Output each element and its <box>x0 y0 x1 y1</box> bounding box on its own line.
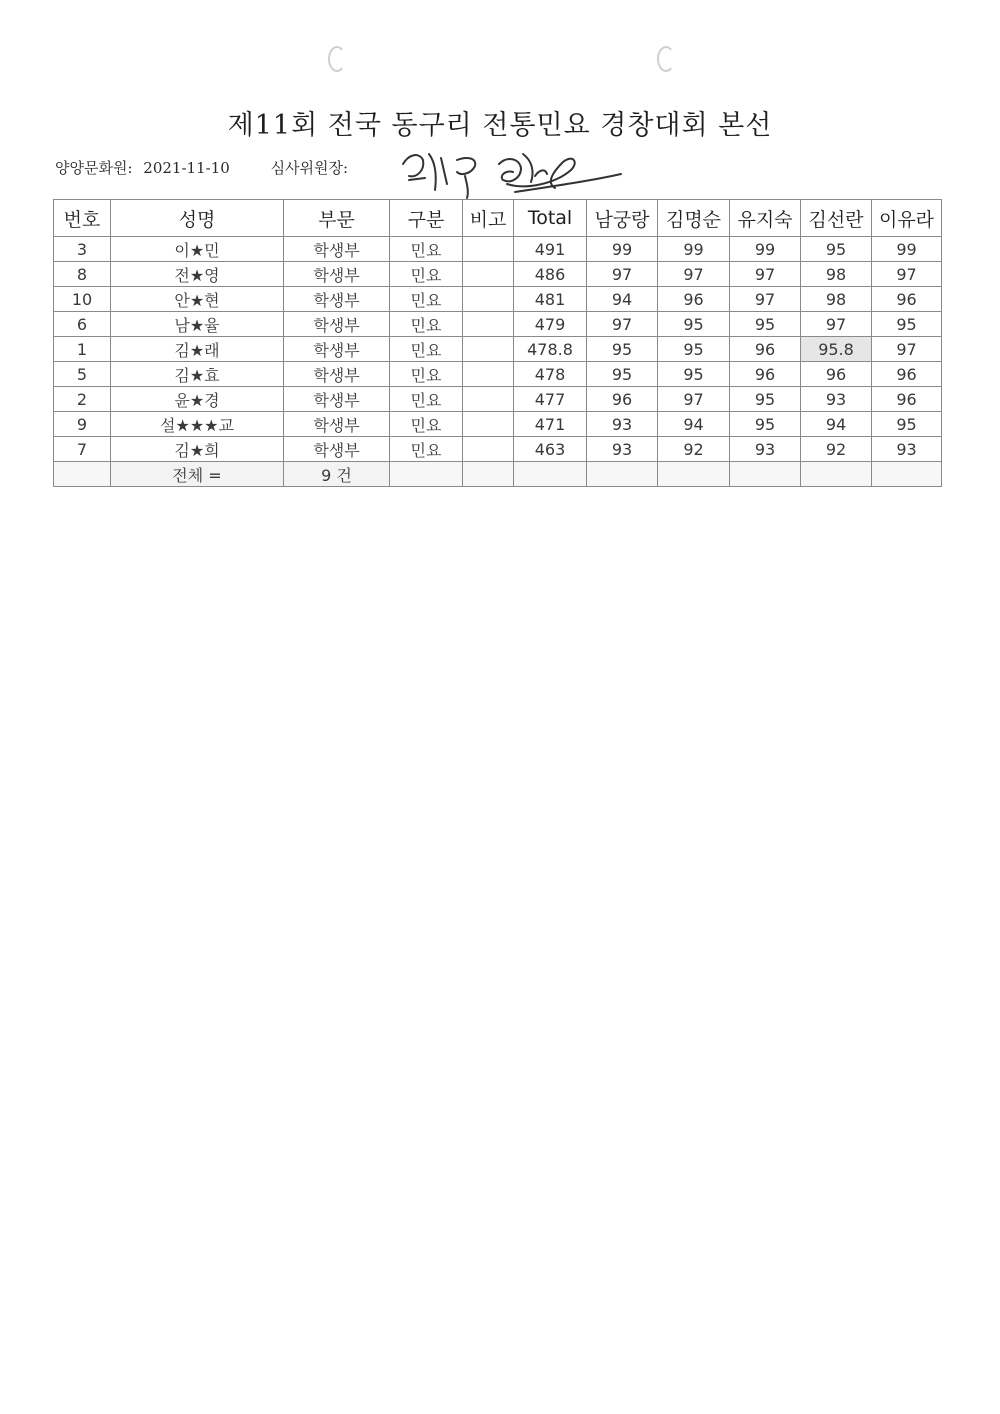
cell-name: 김★희 <box>111 437 284 462</box>
meta-row <box>55 157 348 178</box>
cell-category: 민요 <box>390 262 463 287</box>
cell-division: 학생부 <box>284 337 390 362</box>
date-value: 2021-11-10 <box>143 159 230 177</box>
cell-total: 491 <box>514 237 587 262</box>
cell-judge-score: 92 <box>801 437 872 462</box>
total-blank-cell <box>587 462 658 487</box>
cell-division: 학생부 <box>284 362 390 387</box>
cell-judge-score: 96 <box>730 362 801 387</box>
cell-no: 9 <box>54 412 111 437</box>
cell-note <box>463 387 514 412</box>
cell-category: 민요 <box>390 337 463 362</box>
cell-name: 김★래 <box>111 337 284 362</box>
cell-note <box>463 412 514 437</box>
table-row <box>54 262 942 287</box>
cell-division: 학생부 <box>284 237 390 262</box>
cell-judge-score: 95 <box>587 362 658 387</box>
column-header: 부문 <box>284 200 390 237</box>
cell-name: 전★영 <box>111 262 284 287</box>
cell-total: 479 <box>514 312 587 337</box>
cell-category: 민요 <box>390 387 463 412</box>
org-label: 양양문화원: <box>55 159 133 177</box>
cell-judge-score: 95 <box>872 312 942 337</box>
column-header: 남궁랑 <box>587 200 658 237</box>
cell-judge-score: 97 <box>801 312 872 337</box>
cell-note <box>463 362 514 387</box>
cell-division: 학생부 <box>284 312 390 337</box>
cell-judge-score: 98 <box>801 262 872 287</box>
cell-division: 학생부 <box>284 262 390 287</box>
cell-judge-score: 99 <box>658 237 730 262</box>
cell-judge-score: 99 <box>587 237 658 262</box>
total-row <box>54 462 942 487</box>
cell-judge-score: 96 <box>730 337 801 362</box>
cell-judge-score: 97 <box>587 262 658 287</box>
cell-judge-score: 95 <box>730 387 801 412</box>
results-table <box>53 199 942 487</box>
cell-judge-score: 93 <box>872 437 942 462</box>
cell-judge-score: 95 <box>872 412 942 437</box>
table-row <box>54 362 942 387</box>
punch-hole-right <box>657 46 675 72</box>
cell-total: 478.8 <box>514 337 587 362</box>
cell-note <box>463 262 514 287</box>
table-row <box>54 412 942 437</box>
cell-judge-score: 94 <box>801 412 872 437</box>
table-row <box>54 387 942 412</box>
total-blank-cell <box>463 462 514 487</box>
cell-judge-score: 95 <box>587 337 658 362</box>
cell-judge-score: 96 <box>658 287 730 312</box>
cell-judge-score: 97 <box>658 387 730 412</box>
header-row <box>54 200 942 237</box>
cell-total: 481 <box>514 287 587 312</box>
cell-note <box>463 237 514 262</box>
cell-no: 1 <box>54 337 111 362</box>
cell-total: 486 <box>514 262 587 287</box>
cell-total: 478 <box>514 362 587 387</box>
cell-judge-score: 95.8 <box>801 337 872 362</box>
cell-name: 윤★경 <box>111 387 284 412</box>
table-row <box>54 437 942 462</box>
cell-name: 이★민 <box>111 237 284 262</box>
cell-judge-score: 96 <box>872 362 942 387</box>
column-header: 성명 <box>111 200 284 237</box>
cell-note <box>463 287 514 312</box>
cell-judge-score: 95 <box>658 362 730 387</box>
cell-judge-score: 93 <box>730 437 801 462</box>
cell-category: 민요 <box>390 437 463 462</box>
column-header: 비고 <box>463 200 514 237</box>
cell-name: 남★율 <box>111 312 284 337</box>
cell-judge-score: 98 <box>801 287 872 312</box>
cell-name: 설★★★교 <box>111 412 284 437</box>
cell-judge-score: 99 <box>872 237 942 262</box>
cell-judge-score: 95 <box>658 337 730 362</box>
cell-name: 김★효 <box>111 362 284 387</box>
table-row <box>54 237 942 262</box>
cell-name: 안★현 <box>111 287 284 312</box>
cell-division: 학생부 <box>284 287 390 312</box>
column-header: 번호 <box>54 200 111 237</box>
total-blank-cell <box>658 462 730 487</box>
cell-judge-score: 93 <box>801 387 872 412</box>
cell-division: 학생부 <box>284 387 390 412</box>
cell-judge-score: 96 <box>872 287 942 312</box>
cell-judge-score: 97 <box>872 337 942 362</box>
cell-note <box>463 337 514 362</box>
signature-image <box>395 140 625 200</box>
cell-judge-score: 96 <box>801 362 872 387</box>
total-count: 9 건 <box>284 462 390 487</box>
column-header: Total <box>514 200 587 237</box>
cell-judge-score: 99 <box>730 237 801 262</box>
cell-no: 10 <box>54 287 111 312</box>
cell-no: 8 <box>54 262 111 287</box>
total-blank-cell <box>514 462 587 487</box>
cell-judge-score: 96 <box>872 387 942 412</box>
cell-judge-score: 92 <box>658 437 730 462</box>
cell-judge-score: 97 <box>730 262 801 287</box>
cell-judge-score: 95 <box>730 412 801 437</box>
cell-judge-score: 94 <box>587 287 658 312</box>
cell-judge-score: 97 <box>872 262 942 287</box>
cell-no: 6 <box>54 312 111 337</box>
cell-note <box>463 437 514 462</box>
cell-judge-score: 97 <box>730 287 801 312</box>
cell-category: 민요 <box>390 287 463 312</box>
cell-no: 2 <box>54 387 111 412</box>
cell-no: 3 <box>54 237 111 262</box>
table-row <box>54 337 942 362</box>
cell-total: 477 <box>514 387 587 412</box>
cell-note <box>463 312 514 337</box>
total-blank-cell <box>730 462 801 487</box>
cell-judge-score: 97 <box>658 262 730 287</box>
document-title: 제11회 전국 동구리 전통민요 경창대회 본선 <box>227 110 773 141</box>
column-header: 유지숙 <box>730 200 801 237</box>
cell-category: 민요 <box>390 412 463 437</box>
cell-judge-score: 95 <box>801 237 872 262</box>
total-label: 전체 = <box>111 462 284 487</box>
table-row <box>54 287 942 312</box>
cell-judge-score: 95 <box>730 312 801 337</box>
cell-judge-score: 94 <box>658 412 730 437</box>
cell-category: 민요 <box>390 312 463 337</box>
column-header: 구분 <box>390 200 463 237</box>
table-row <box>54 312 942 337</box>
total-blank-cell <box>801 462 872 487</box>
cell-category: 민요 <box>390 362 463 387</box>
total-blank-cell <box>872 462 942 487</box>
cell-judge-score: 95 <box>658 312 730 337</box>
cell-division: 학생부 <box>284 437 390 462</box>
judge-label: 심사위원장: <box>270 159 349 177</box>
column-header: 김명순 <box>658 200 730 237</box>
cell-judge-score: 93 <box>587 412 658 437</box>
cell-judge-score: 93 <box>587 437 658 462</box>
column-header: 김선란 <box>801 200 872 237</box>
total-blank-cell <box>390 462 463 487</box>
total-blank-cell <box>54 462 111 487</box>
cell-category: 민요 <box>390 237 463 262</box>
cell-division: 학생부 <box>284 412 390 437</box>
column-header: 이유라 <box>872 200 942 237</box>
cell-no: 7 <box>54 437 111 462</box>
punch-hole-left <box>328 46 346 72</box>
cell-no: 5 <box>54 362 111 387</box>
cell-judge-score: 96 <box>587 387 658 412</box>
cell-judge-score: 97 <box>587 312 658 337</box>
cell-total: 471 <box>514 412 587 437</box>
cell-total: 463 <box>514 437 587 462</box>
